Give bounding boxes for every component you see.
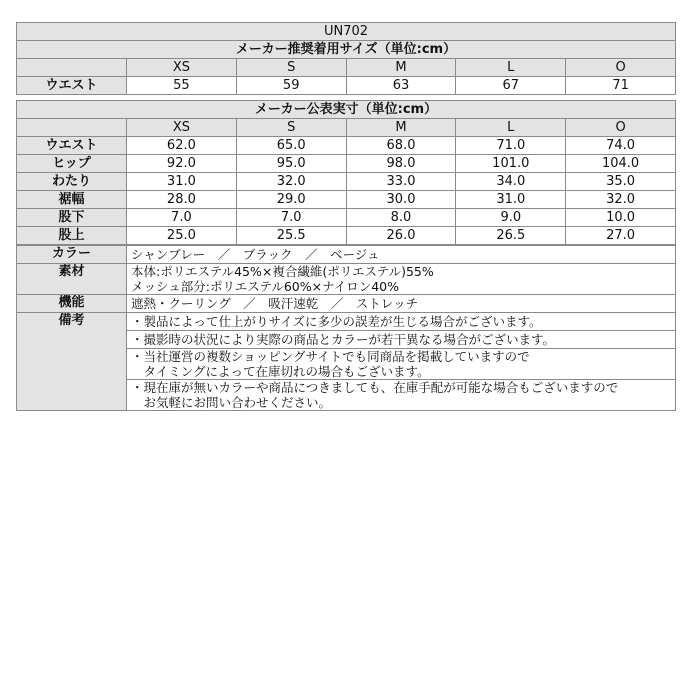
corner-cell [17, 119, 127, 137]
size-header: M [346, 59, 456, 77]
info-row-note-1 [17, 313, 676, 331]
size-header: O [566, 119, 676, 137]
table-cell: 9.0 [456, 209, 566, 227]
table-cell: 32.0 [566, 191, 676, 209]
size-header-row [17, 59, 676, 77]
recommended-heading: メーカー推奨着用サイズ（単位:cm） [17, 41, 676, 59]
row-label: わたり [17, 173, 127, 191]
table-cell: 30.0 [346, 191, 456, 209]
table-cell: 28.0 [127, 191, 237, 209]
table-cell: 7.0 [127, 209, 237, 227]
table-cell: 10.0 [566, 209, 676, 227]
row-label: 股下 [17, 209, 127, 227]
table-cell: 8.0 [346, 209, 456, 227]
row-label: ウエスト [17, 77, 127, 95]
material-line: メッシュ部分:ポリエステル60%×ナイロン40% [131, 279, 400, 294]
table-row [17, 77, 676, 95]
note-item [127, 380, 676, 411]
table-row [17, 173, 676, 191]
product-code: UN702 [17, 23, 676, 41]
notes-label: 備考 [17, 313, 127, 411]
note-item [127, 349, 676, 380]
row-label: ウエスト [17, 137, 127, 155]
info-row-function [17, 295, 676, 313]
table-cell: 71 [566, 77, 676, 95]
material-label: 素材 [17, 264, 127, 295]
row-label: ヒップ [17, 155, 127, 173]
table-cell: 33.0 [346, 173, 456, 191]
table-row [17, 209, 676, 227]
size-header: O [566, 59, 676, 77]
table-cell: 26.0 [346, 227, 456, 245]
function-label: 機能 [17, 295, 127, 313]
table-row [17, 191, 676, 209]
table-cell: 32.0 [236, 173, 346, 191]
material-value [127, 264, 676, 295]
table-cell: 7.0 [236, 209, 346, 227]
table-cell: 95.0 [236, 155, 346, 173]
actual-size-table [16, 100, 676, 245]
note-line: タイミングによって在庫切れの場合もございます。 [131, 364, 430, 379]
corner-cell [17, 59, 127, 77]
table-cell: 59 [236, 77, 346, 95]
table-cell: 25.5 [236, 227, 346, 245]
table-cell: 34.0 [456, 173, 566, 191]
table-cell: 27.0 [566, 227, 676, 245]
info-row-material [17, 264, 676, 295]
table-cell: 26.5 [456, 227, 566, 245]
table-cell: 31.0 [456, 191, 566, 209]
table-cell: 62.0 [127, 137, 237, 155]
size-header: S [236, 59, 346, 77]
table-cell: 55 [127, 77, 237, 95]
table-cell: 31.0 [127, 173, 237, 191]
size-header: M [346, 119, 456, 137]
size-header: XS [127, 119, 237, 137]
function-value: 遮熱・クーリング ／ 吸汗速乾 ／ ストレッチ [127, 295, 676, 313]
table-row [17, 227, 676, 245]
table-cell: 71.0 [456, 137, 566, 155]
table-cell: 92.0 [127, 155, 237, 173]
note-line: ・製品によって仕上がりサイズに多少の誤差が生じる場合がございます。 [131, 314, 542, 329]
table-cell: 63 [346, 77, 456, 95]
material-line: 本体:ポリエステル45%×複合繊維(ポリエステル)55% [131, 264, 434, 279]
note-item [127, 331, 676, 349]
table-cell: 65.0 [236, 137, 346, 155]
table-cell: 35.0 [566, 173, 676, 191]
table-cell: 29.0 [236, 191, 346, 209]
size-header: S [236, 119, 346, 137]
size-header-row [17, 119, 676, 137]
row-label: 裾幅 [17, 191, 127, 209]
color-label: カラー [17, 246, 127, 264]
color-value: シャンブレー ／ ブラック ／ ベージュ [127, 246, 676, 264]
table-row [17, 155, 676, 173]
table-cell: 68.0 [346, 137, 456, 155]
row-label: 股上 [17, 227, 127, 245]
note-line: ・当社運営の複数ショッピングサイトでも同商品を掲載していますので [131, 349, 530, 364]
size-header: L [456, 119, 566, 137]
table-cell: 25.0 [127, 227, 237, 245]
table-row [17, 137, 676, 155]
table-cell: 101.0 [456, 155, 566, 173]
recommended-size-table [16, 22, 676, 95]
table-cell: 67 [456, 77, 566, 95]
table-cell: 104.0 [566, 155, 676, 173]
note-line: ・現在庫が無いカラーや商品につきましても、在庫手配が可能な場合もございますので [131, 380, 619, 395]
actual-heading: メーカー公表実寸（単位:cm） [17, 101, 676, 119]
note-line: お気軽にお問い合わせください。 [131, 395, 332, 410]
table-cell: 98.0 [346, 155, 456, 173]
info-row-color [17, 246, 676, 264]
note-line: ・撮影時の状況により実際の商品とカラーが若干異なる場合がございます。 [131, 332, 556, 347]
product-info-table [16, 245, 676, 411]
size-header: XS [127, 59, 237, 77]
note-item [127, 313, 676, 331]
size-header: L [456, 59, 566, 77]
table-cell: 74.0 [566, 137, 676, 155]
